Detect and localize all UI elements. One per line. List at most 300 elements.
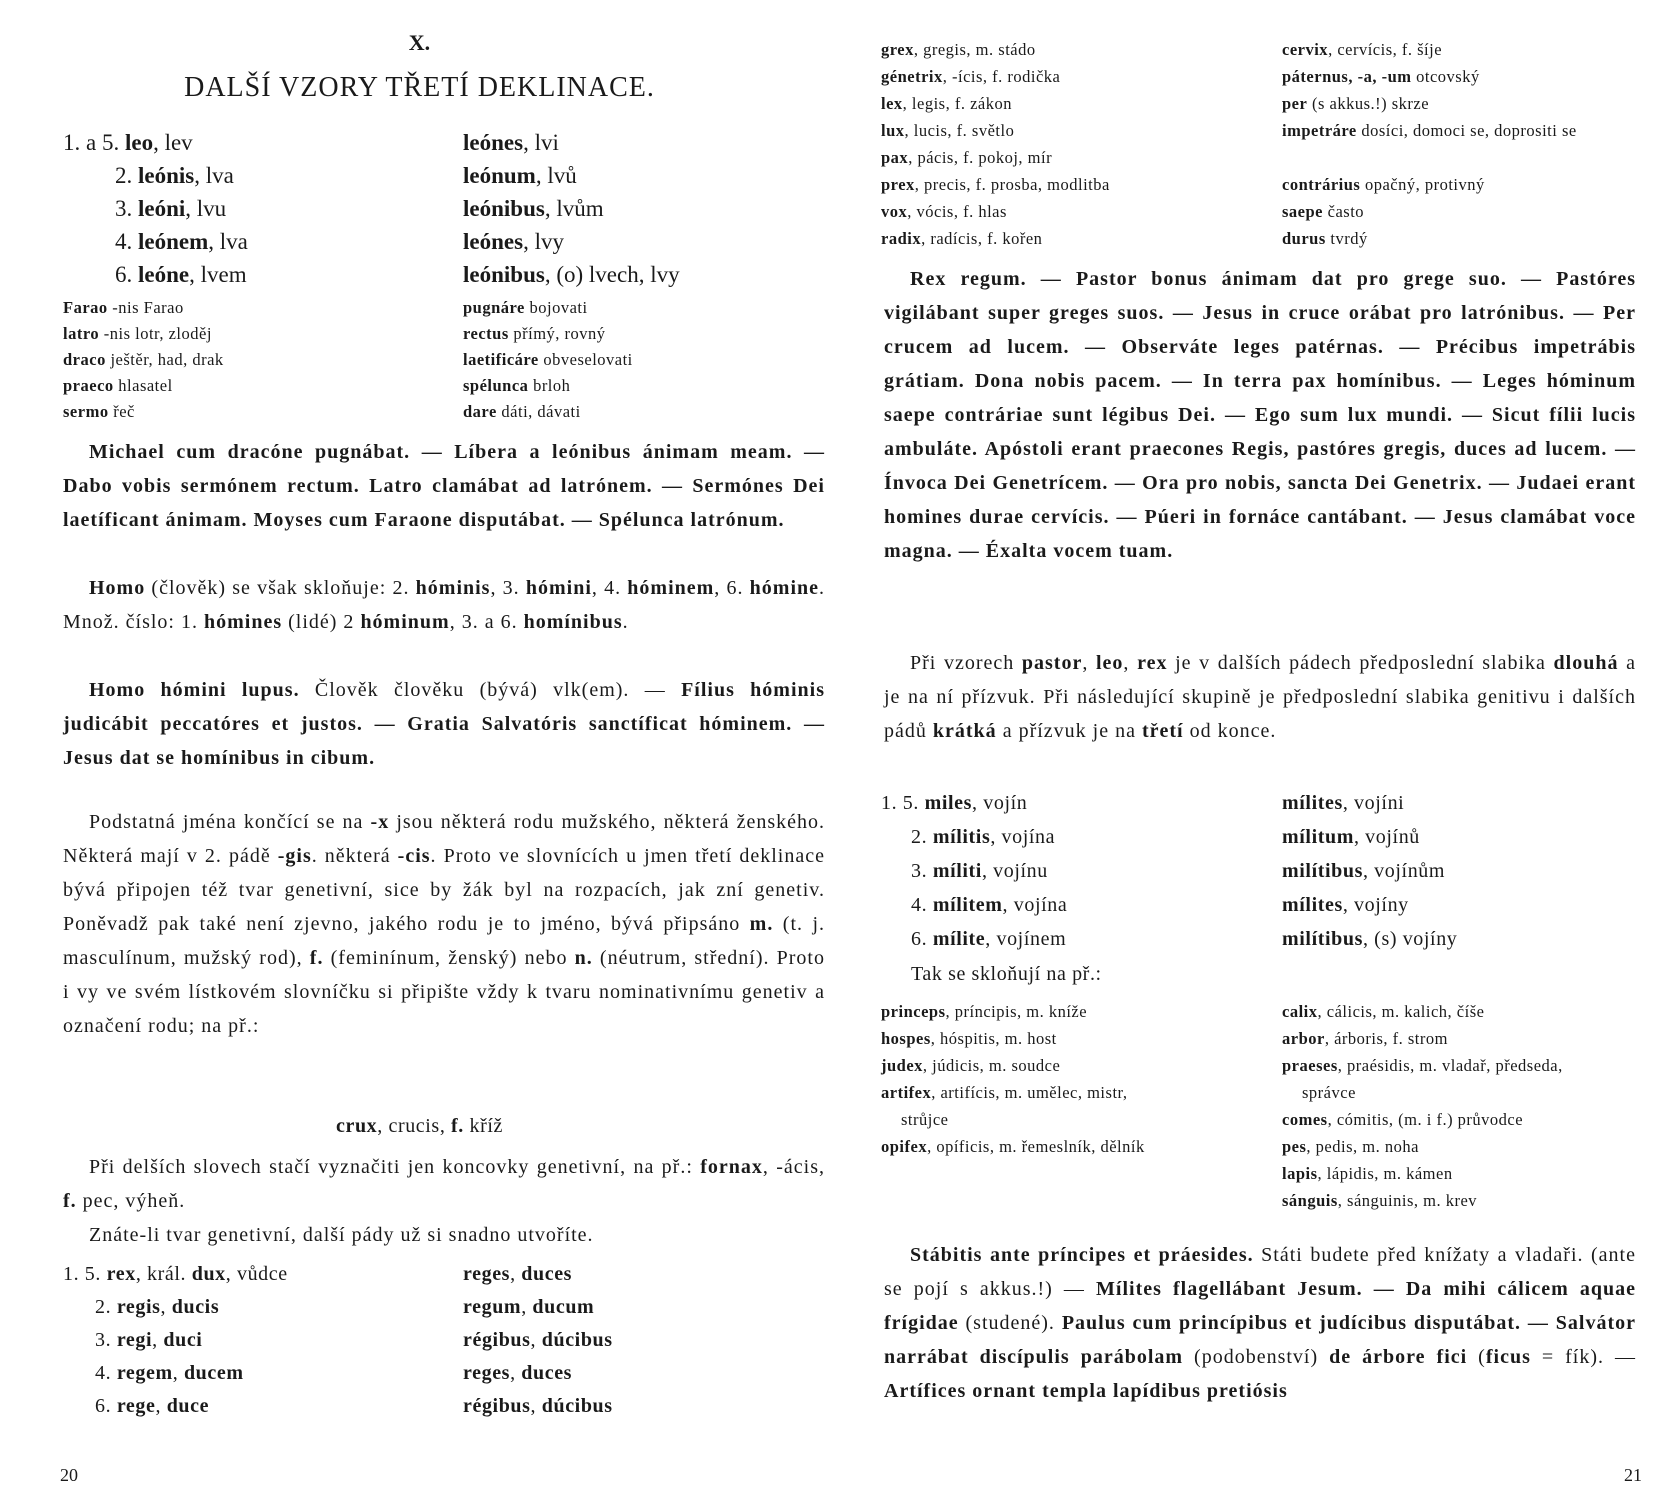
declension-row-plural (463, 1263, 572, 1286)
text: často (1323, 202, 1365, 221)
bold-term: judex (881, 1056, 923, 1075)
text: , vojínem (985, 928, 1067, 950)
latin-phrase: Stábitis ante príncipes et práesides. (910, 1244, 1254, 1266)
final-exercise (884, 1238, 1636, 1408)
text: -nis Farao (107, 298, 184, 317)
text: , vojín (972, 792, 1028, 814)
vocab-entry (463, 402, 581, 422)
chapter-number: X. (408, 30, 431, 55)
bold-term: arbor (1282, 1029, 1325, 1048)
vocab-entry (881, 1029, 1057, 1049)
bold-term: per (1282, 94, 1308, 113)
text: , júdicis, m. soudce (922, 1056, 1061, 1075)
text: , (172, 1362, 184, 1384)
vocab-entry (1282, 229, 1368, 249)
bold-term: hospes (881, 1029, 931, 1048)
vocab-entry (63, 402, 135, 422)
declension-row-singular (115, 229, 248, 255)
page-number: 21 (1624, 1465, 1642, 1485)
vocab-entry (881, 175, 1110, 195)
bold-term: lux (881, 121, 905, 140)
bold-term: pes (1282, 1137, 1307, 1156)
gender-mark: n. (574, 947, 593, 969)
text: , sánguinis, m. krev (1337, 1191, 1478, 1210)
declension-row-singular (115, 262, 247, 288)
text: bojovati (524, 298, 588, 317)
declension-row-singular (63, 1263, 288, 1286)
bold-term: Farao (63, 298, 108, 317)
vocab-entry (881, 1137, 1145, 1157)
declension-row-singular (95, 1329, 202, 1352)
text: 6. (95, 1395, 117, 1417)
vocab-entry (463, 350, 633, 370)
text: , král. (135, 1263, 192, 1285)
declension-row-singular (63, 130, 193, 156)
bold-term: praeco (63, 376, 114, 395)
text: , príncipis, m. kníže (945, 1002, 1088, 1021)
vocab-entry (1282, 94, 1429, 114)
vocab-entry (881, 121, 1014, 141)
bold-term: dux (191, 1263, 226, 1285)
vocab-entry (881, 67, 1060, 87)
text: , vócis, f. hlas (907, 202, 1007, 221)
text: , (155, 1395, 167, 1417)
gender-mark: f. (309, 947, 324, 969)
ending: -x (370, 811, 390, 833)
text: jsou některá rodu mužského, některá ženského. Některá mají v 2. pádě (63, 811, 826, 867)
vocab-entry (881, 148, 1052, 168)
latin-phrase: Artífices ornant templa lapídibus pretiósis (884, 1380, 1288, 1402)
example-word: crux (335, 1115, 378, 1137)
bold-term: impetráre (1282, 121, 1357, 140)
text: , 3. (490, 577, 526, 599)
bold-term: rex (106, 1263, 136, 1285)
bold-term: rectus (463, 324, 509, 343)
vocab-entry (1282, 202, 1364, 222)
bold-term: leónibus (463, 196, 545, 221)
fornax-paragraph (63, 1150, 825, 1218)
model-word: pastor (1021, 652, 1083, 674)
exercise-rex (884, 262, 1636, 568)
bold-term: contrárius (1282, 175, 1361, 194)
declension-row-singular (911, 826, 1055, 849)
gender-mark: f. (63, 1190, 77, 1212)
text: 1. 5. (63, 1263, 107, 1285)
declension-row-plural (1282, 792, 1404, 815)
text: , lvům (544, 196, 604, 221)
form: hóminum (360, 611, 450, 633)
text: obveselovati (538, 350, 633, 369)
declension-row-plural (463, 1296, 594, 1319)
model-word: leo (1095, 652, 1124, 674)
text: , legis, f. zákon (902, 94, 1012, 113)
bold-term: lex (881, 94, 903, 113)
text: , -ácis, (762, 1156, 825, 1178)
text: . Proto ve slovnících u jmen třetí deklinace bývá připojen též tvar genetivní, sice by žák byl na rozpacích, jak zní genetiv. Poněvadž pak také není zjevno, jakého rodu je to jméno, bývá připsáno (63, 845, 825, 935)
declension-row-plural (463, 163, 577, 189)
text: (néutrum, střední). Proto i vy ve svém lístkovém slovníčku si připište vždy k tvaru nominativnímu genetiv a označení rodu; na př.: (63, 947, 825, 1037)
bold-term: reges (463, 1362, 511, 1384)
text: , precis, f. prosba, modlitba (914, 175, 1110, 194)
bold-term: duce (166, 1395, 210, 1417)
vocab-entry (1282, 1137, 1419, 1157)
text: , lvem (189, 262, 247, 287)
translation: ( (1467, 1346, 1486, 1368)
bold-term: durus (1282, 229, 1326, 248)
bold-term: laetificáre (463, 350, 539, 369)
model-word: rex (1137, 652, 1168, 674)
bold-term: opifex (881, 1137, 928, 1156)
vocab-entry (1282, 1002, 1484, 1022)
vocab-entry (63, 298, 184, 318)
text: , pedis, m. noha (1306, 1137, 1419, 1156)
declension-row-singular (881, 792, 1027, 815)
vocab-entry (881, 1056, 1060, 1076)
declension-row-singular (911, 894, 1067, 917)
form: hóminem (627, 577, 715, 599)
bold-term: cervix (1282, 40, 1329, 59)
declension-row-singular (95, 1296, 219, 1319)
bold-term: ducum (532, 1296, 595, 1318)
declension-row-plural (463, 196, 604, 222)
vocab-entry (1302, 1083, 1356, 1103)
bold-term: mílites (1282, 894, 1343, 916)
bold-term: míliti (932, 860, 982, 882)
bold-term: regis (116, 1296, 161, 1318)
bold-term: pugnáre (463, 298, 525, 317)
text: opačný, protivný (1360, 175, 1485, 194)
text: , vojínu (981, 860, 1048, 882)
text: (feminínum, ženský) nebo (323, 947, 575, 969)
vocab-entry (1282, 175, 1485, 195)
text: a je na ní přízvuk. Při následující skupině je předposlední slabika genitivu i dalších pádů (884, 652, 1636, 742)
text: . Množ. číslo: 1. (63, 577, 826, 633)
bold-term: regem (116, 1362, 173, 1384)
bold-term: leónibus (463, 262, 545, 287)
bold-term: duces (521, 1362, 573, 1384)
bold-term: régibus (463, 1395, 531, 1417)
vocab-entry (63, 350, 224, 370)
bold-term: mílitis (932, 826, 991, 848)
text: , opíficis, m. řemeslník, dělník (927, 1137, 1145, 1156)
declension-row-plural (1282, 928, 1457, 951)
vocab-entry (881, 202, 1007, 222)
latin-phrase: Mílites flagellábant Jesum. — Da mihi cálicem aquae frígidae (884, 1278, 1636, 1334)
text: a přízvuk je na (996, 720, 1142, 742)
bold-term: génetrix (881, 67, 943, 86)
form: hómines (204, 611, 283, 633)
latin-phrase: ficus (1485, 1346, 1531, 1368)
bold-term: milítibus (1282, 928, 1363, 950)
vocab-entry (1282, 1029, 1448, 1049)
vocab-entry (1282, 1056, 1563, 1076)
genitive-note-text: Znáte-li tvar genetivní, další pády už si snadno utvoříte. (89, 1224, 594, 1246)
text: , lva (208, 229, 248, 254)
gender-mark: m. (749, 913, 774, 935)
bold-term: sermo (63, 402, 109, 421)
text: , vojína (1002, 894, 1068, 916)
bold-term: radix (881, 229, 922, 248)
text: , hóspitis, m. host (930, 1029, 1057, 1048)
text: , 3. a 6. (449, 611, 524, 633)
bold-term: lapis (1282, 1164, 1318, 1183)
form: hómine (749, 577, 820, 599)
bold-term: regi (116, 1329, 153, 1351)
text: 4. (95, 1362, 117, 1384)
declension-row-plural (463, 130, 559, 156)
text: , radícis, f. kořen (921, 229, 1043, 248)
text: , gregis, m. stádo (913, 40, 1036, 59)
bold-term: páternus, -a, -um (1282, 67, 1412, 86)
text: , (510, 1263, 522, 1285)
text: , vojíny (1342, 894, 1409, 916)
declension-row-plural (1282, 860, 1445, 883)
declension-row-singular (95, 1395, 209, 1418)
bold-term: leónis (138, 163, 195, 188)
ending: -gis (277, 845, 312, 867)
text: . (622, 611, 629, 633)
bold-term: dúcibus (541, 1395, 613, 1417)
text: (člověk) se však skloňuje: 2. (145, 577, 416, 599)
bold-term: ducis (171, 1296, 220, 1318)
text: , (530, 1329, 542, 1351)
text: , lvi (523, 130, 559, 155)
bold-term: mílites (1282, 792, 1343, 814)
text: , pácis, f. pokoj, mír (908, 148, 1053, 167)
text: , cómitis, (m. i f.) průvodce (1327, 1110, 1524, 1129)
bold-term: régibus (463, 1329, 531, 1351)
chapter-title: DALŠÍ VZORY TŘETÍ DEKLINACE. (184, 72, 655, 103)
text: kříž (463, 1115, 503, 1137)
text: Při vzorech (910, 652, 1022, 674)
declension-row-plural (1282, 894, 1409, 917)
text: , vůdce (225, 1263, 288, 1285)
vocab-entry (1282, 1110, 1523, 1130)
example-word: fornax (700, 1156, 763, 1178)
translation: Státi budete před knížaty a vladaři. (ante se pojí s akkus.!) — (884, 1244, 1636, 1300)
text: , (1123, 652, 1138, 674)
right-page (839, 0, 1678, 1500)
bold-term: leónum (463, 163, 536, 188)
vocab-entry (881, 1002, 1087, 1022)
latin-phrase: de árbore fici (1329, 1346, 1468, 1368)
text: 4. (115, 229, 138, 254)
homo-exercise (63, 673, 825, 775)
text: , lev (153, 130, 193, 155)
text: Podstatná jména končící se na (89, 811, 371, 833)
text: , (1082, 652, 1096, 674)
text: 2. (115, 163, 138, 188)
bold-term: milítibus (1282, 860, 1363, 882)
vocab-entry (463, 376, 570, 396)
text: , vojínům (1362, 860, 1446, 882)
emphasis: krátká (932, 720, 997, 742)
bold-term: mílitum (1282, 826, 1354, 848)
bold-term: duci (163, 1329, 203, 1351)
text: , 6. (714, 577, 750, 599)
exercise-rex-text: Rex regum. — Pastor bonus ánimam dat pro grege suo. — Pastóres vigilábant super greges suos. — Jesus in cruce orábat pro latrónibus. — Per crucem ad lucem. — Observáte leges patérnas. — Précibus impetrábis grátiam. Dona nobis pacem. — In terra pax homínibus. — Leges hóminum saepe contráriae sunt légibus Dei. — Ego sum lux mundi. — Sicut fílii lucis ambuláte. Apóstoli erant praecones Regis, pastóres gregis, duces ad lucem. — Ínvoca Dei Genetrícem. — Ora pro nobis, sancta Dei Genetrix. — Judaei erant homines durae cervícis. — Púeri in fornáce cantábant. — Jesus clamábat voce magna. — Éxalta vocem tuam. (884, 268, 1636, 562)
text: tvrdý (1325, 229, 1368, 248)
text: , (160, 1296, 172, 1318)
translation: (studené). (958, 1312, 1062, 1334)
bold-term: rege (116, 1395, 156, 1417)
text: , lva (194, 163, 234, 188)
vocab-entry (1282, 1164, 1453, 1184)
text: otcovský (1411, 67, 1480, 86)
emphasis: třetí (1141, 720, 1184, 742)
form: hóminis (415, 577, 491, 599)
bold-term: reges (463, 1263, 511, 1285)
vocab-entry (881, 229, 1042, 249)
text: , lvu (185, 196, 227, 221)
text: , (521, 1296, 533, 1318)
text: , árboris, f. strom (1324, 1029, 1448, 1048)
tak-label: Tak se skloňují na př.: (911, 963, 1102, 985)
bold-term: miles (924, 792, 973, 814)
text: , vojínů (1353, 826, 1420, 848)
exercise-leo-text: Michael cum dracóne pugnábat. — Líbera a leónibus ánimam meam. — Dabo vobis sermónem rectum. Latro clamábat ad latrónem. — Sermónes Dei laetíficant ánimam. Moyses cum Faraone disputábat. — Spélunca latrónum. (63, 441, 825, 531)
vocab-entry (881, 40, 1036, 60)
gender-mark: f. (451, 1115, 464, 1137)
text: , 4. (591, 577, 628, 599)
declension-row-singular (911, 860, 1048, 883)
text: (t. j. masculínum, mužský rod), (63, 913, 825, 969)
latin-phrase: Fílius hóminis judicábit peccatóres et justos. — Gratia Salvatóris sanctíficat hóminem. — Jesus dat se homínibus in cibum. (63, 679, 825, 769)
gender-paragraph (63, 805, 825, 1043)
text: , crucis, (377, 1115, 452, 1137)
latin-phrase: Paulus cum princípibus et judícibus disputábat. — Salvátor narrábat discípulis parábolam (884, 1312, 1636, 1368)
bold-term: mílite (932, 928, 986, 950)
bold-term: calix (1282, 1002, 1318, 1021)
declension-row-singular (115, 196, 226, 222)
declension-row-singular (911, 928, 1066, 951)
bold-term: spélunca (463, 376, 529, 395)
text: , lucis, f. světlo (904, 121, 1015, 140)
text: , cálicis, m. kalich, číše (1317, 1002, 1485, 1021)
bold-term: leónem (138, 229, 209, 254)
declension-row-plural (1282, 826, 1420, 849)
bold-term: leóni (138, 196, 186, 221)
text: správce (1302, 1083, 1356, 1102)
text: (lidé) 2 (282, 611, 361, 633)
vocab-entry (881, 1083, 1128, 1103)
bold-term: mílitem (932, 894, 1003, 916)
bold-term: vox (881, 202, 908, 221)
vocab-entry (63, 376, 173, 396)
bold-term: princeps (881, 1002, 946, 1021)
text: je v dalších pádech předposlední slabika (1167, 652, 1554, 674)
bold-term: sánguis (1282, 1191, 1338, 1210)
declension-row-singular (95, 1362, 244, 1385)
declension-row-plural (463, 1329, 613, 1352)
translation: Člověk člověku (bývá) vlk(em). — (299, 679, 682, 701)
text: strůjce (901, 1110, 949, 1129)
bold-term: artifex (881, 1083, 932, 1102)
text: 2. (911, 826, 933, 848)
vocab-entry (63, 324, 212, 344)
text: přímý, rovný (508, 324, 606, 343)
text: 6. (911, 928, 933, 950)
text: ještěr, had, drak (105, 350, 224, 369)
text: , -ícis, f. rodička (942, 67, 1061, 86)
bold-term: saepe (1282, 202, 1323, 221)
text: 3. (95, 1329, 117, 1351)
text: , (510, 1362, 522, 1384)
emphasis: dlouhá (1553, 652, 1619, 674)
declension-row-plural (463, 1395, 613, 1418)
page-number: 20 (60, 1465, 78, 1485)
text: 4. (911, 894, 933, 916)
text: 3. (115, 196, 138, 221)
crux-example (0, 1115, 839, 1138)
text: hlasatel (113, 376, 173, 395)
text: dáti, dávati (496, 402, 581, 421)
vocab-entry (463, 324, 606, 344)
declension-row-plural (463, 1362, 572, 1385)
bold-term: dare (463, 402, 497, 421)
text: , artifícis, m. umělec, mistr, (931, 1083, 1128, 1102)
text: 1. 5. (881, 792, 925, 814)
text: . některá (311, 845, 398, 867)
text: 1. a 5. (63, 130, 125, 155)
bold-term: duces (521, 1263, 573, 1285)
declension-row-plural (463, 229, 564, 255)
bold-term: regum (463, 1296, 522, 1318)
text: dosíci, domoci se, doprositi se (1356, 121, 1577, 140)
vocab-entry (1282, 67, 1480, 87)
text: , lápidis, m. kámen (1317, 1164, 1453, 1183)
text: , (152, 1329, 164, 1351)
vocab-entry (1282, 40, 1442, 60)
bold-term: praeses (1282, 1056, 1338, 1075)
latin-phrase: Homo hómini lupus. (89, 679, 300, 701)
ending: -cis (397, 845, 431, 867)
vocab-entry (881, 94, 1012, 114)
text: od konce. (1183, 720, 1277, 742)
vocab-entry (901, 1110, 948, 1130)
text: , (o) lvech, lvy (544, 262, 680, 287)
declension-row-singular (115, 163, 234, 189)
text: pec, výheň. (76, 1190, 186, 1212)
vocab-entry (1282, 1191, 1477, 1211)
text: 6. (115, 262, 138, 287)
text: , praésidis, m. vladař, předseda, (1337, 1056, 1563, 1075)
bold-term: leóne (138, 262, 190, 287)
form: homínibus (523, 611, 623, 633)
text: , vojína (990, 826, 1056, 848)
bold-term: leónes (463, 229, 524, 254)
vocab-entry (1282, 121, 1577, 141)
text: -nis lotr, zloděj (99, 324, 212, 343)
text: 3. (911, 860, 933, 882)
text: , cervícis, f. šíje (1328, 40, 1443, 59)
bold-term: dúcibus (541, 1329, 613, 1351)
translation: (podobenství) (1183, 1346, 1330, 1368)
bold-term: latro (63, 324, 100, 343)
bold-term: prex (881, 175, 915, 194)
text: , lvů (535, 163, 577, 188)
text: brloh (528, 376, 571, 395)
declension-row-plural (463, 262, 680, 288)
bold-term: grex (881, 40, 914, 59)
text: , lvy (523, 229, 564, 254)
genitive-note (63, 1218, 825, 1252)
accent-paragraph (884, 646, 1636, 748)
exercise-leo (63, 435, 825, 537)
text: Při delších slovech stačí vyznačiti jen koncovky genetivní, na př.: (89, 1156, 701, 1178)
text: 2. (95, 1296, 117, 1318)
homo-paragraph (63, 571, 825, 639)
